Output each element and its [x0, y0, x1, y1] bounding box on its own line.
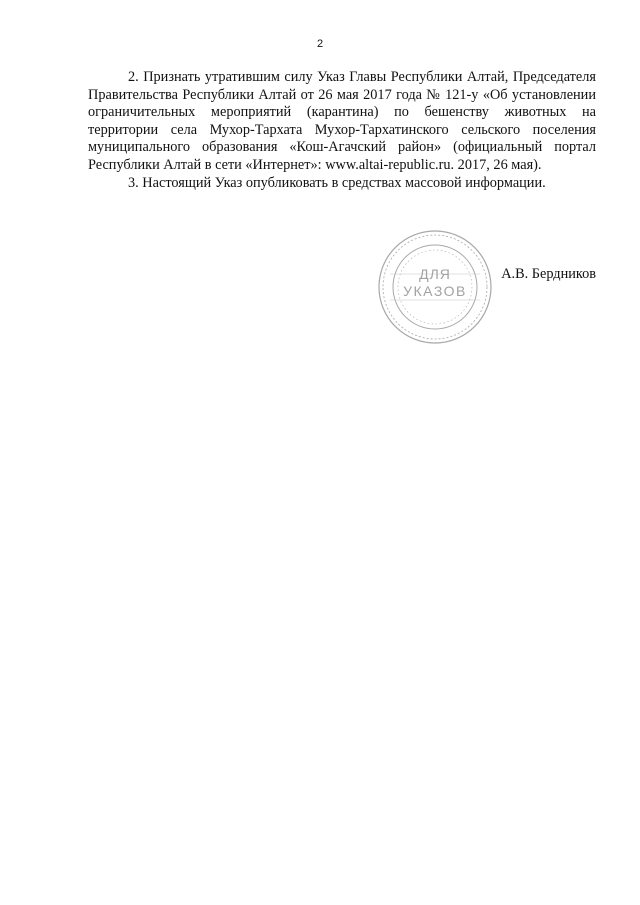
paragraph-publication: 3. Настоящий Указ опубликовать в средствах массовой информации. — [128, 174, 546, 191]
page-number: 2 — [316, 38, 324, 50]
round-seal-stamp-icon — [370, 228, 500, 346]
document-body — [88, 69, 596, 192]
stamp-text-line2: УКАЗОВ — [403, 283, 467, 299]
stamp-text-line1: ДЛЯ — [419, 266, 451, 282]
signer-name: А.В. Бердников — [501, 266, 596, 282]
signature-block — [360, 228, 600, 348]
paragraph-repeal-decree: 2. Признать утратившим силу Указ Главы Республики Алтай, Председателя Правительства Республики Алтай от 26 мая 2017 года № 121-у «Об установлении ограничительных мероприятий (карантина) по бешенству животных на территории села Мухор-Тархата Мухор-Тархатинского сельского поселения муниципального образования «Кош-Агачский район» (официальный портал Республики Алтай в сети «Интернет»: www.altai-republic.ru. 2017, 26 мая). — [88, 69, 596, 173]
